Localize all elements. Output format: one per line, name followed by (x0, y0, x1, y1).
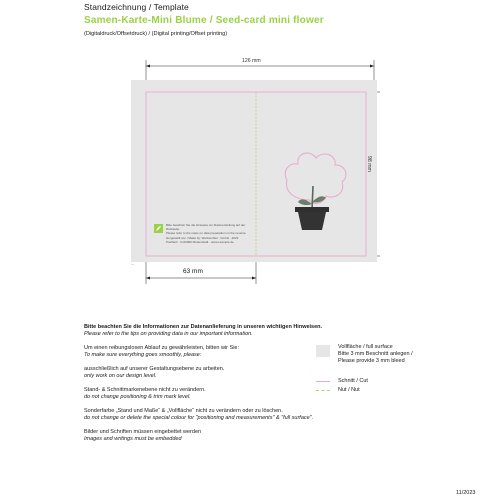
card-fine-print-line: Postfach · D-00000 Musterstadt · www.example.de (166, 240, 234, 245)
notes-p1-en: To make sure everything goes smoothly, please: (84, 352, 202, 359)
notes-p2-de: ausschließlich auf unserer Gestaltungsebene zu arbeiten. (84, 365, 225, 372)
corner-mark: — (131, 262, 134, 266)
card-fine-print-line: Bitte beachten Sie die Hinweise zur Datenerstellung auf der Rückseite. (166, 223, 246, 231)
pot-rim (295, 207, 329, 212)
half-width-label: 63 mm (183, 268, 203, 275)
notes-p3-en: do not change positioning & trim mark level. (84, 393, 191, 400)
width-label: 126 mm (242, 58, 261, 64)
data-delivery-notes (84, 324, 344, 449)
legend-item-nut (316, 387, 436, 394)
revision-date: 11/2023 (456, 490, 476, 496)
cut-line-swatch (316, 381, 330, 382)
legend-item-cut (316, 378, 436, 385)
notes-p5-de: Bilder und Schriften müssen eingebettet werden (84, 428, 202, 435)
card-fine-print-line: Please refer to the notes on data preparation on the reverse. (166, 230, 247, 235)
legend-label: Bitte 3 mm Beschnitt anlegen / (338, 351, 413, 357)
card-fine-print (166, 224, 252, 245)
legend (316, 344, 436, 394)
legend-label: Please provide 3 mm bleed (338, 358, 405, 364)
notes-p3-de: Stand- & Schnittmarkenebene nicht zu verändern. (84, 386, 206, 393)
notes-p4-en: do not change or delete the special colour for "positioning and measurements" & "full surface". (84, 414, 314, 421)
print-method: (Digitaldruck/Offsetdruck) / (Digital printing/Offset printing) (84, 31, 228, 37)
legend-item-full-surface (316, 344, 436, 368)
legend-label: Nut / Nut (338, 387, 360, 393)
notes-p4-de: Sonderfarbe „Stand und Maße“ & „Vollfläche“ nicht zu verändern oder zu löschen. (84, 407, 283, 414)
notes-p5-en: Images and writings must be embedded (84, 435, 182, 442)
legend-label: Vollfläche / full surface (338, 344, 393, 350)
card-fine-print-line: Hergestellt von / Made by: Werbemittel · GmbH · 2023 (166, 236, 239, 241)
notes-p1-de: Um einen reibungslosen Ablauf zu gewährleisten, bitten wir Sie: (84, 344, 240, 351)
product-title: Samen-Karte-Mini Blume / Seed-card mini flower (84, 15, 324, 26)
notes-intro-en: Please refer to the tips on providing data in our important information. (84, 331, 253, 338)
full-surface-swatch (316, 345, 330, 357)
nut-line-swatch (316, 390, 330, 391)
template-title: Standzeichnung / Template (84, 2, 189, 12)
height-label: 98 mm (366, 156, 372, 172)
notes-intro-de: Bitte beachten Sie die Informationen zur Datenanlieferung in unseren wichtigen Hinweisen. (84, 324, 323, 330)
stem (312, 186, 313, 210)
legend-label: Schnitt / Cut (338, 378, 368, 384)
notes-p2-en: only work on our design level. (84, 373, 157, 380)
pot-body (298, 212, 326, 230)
